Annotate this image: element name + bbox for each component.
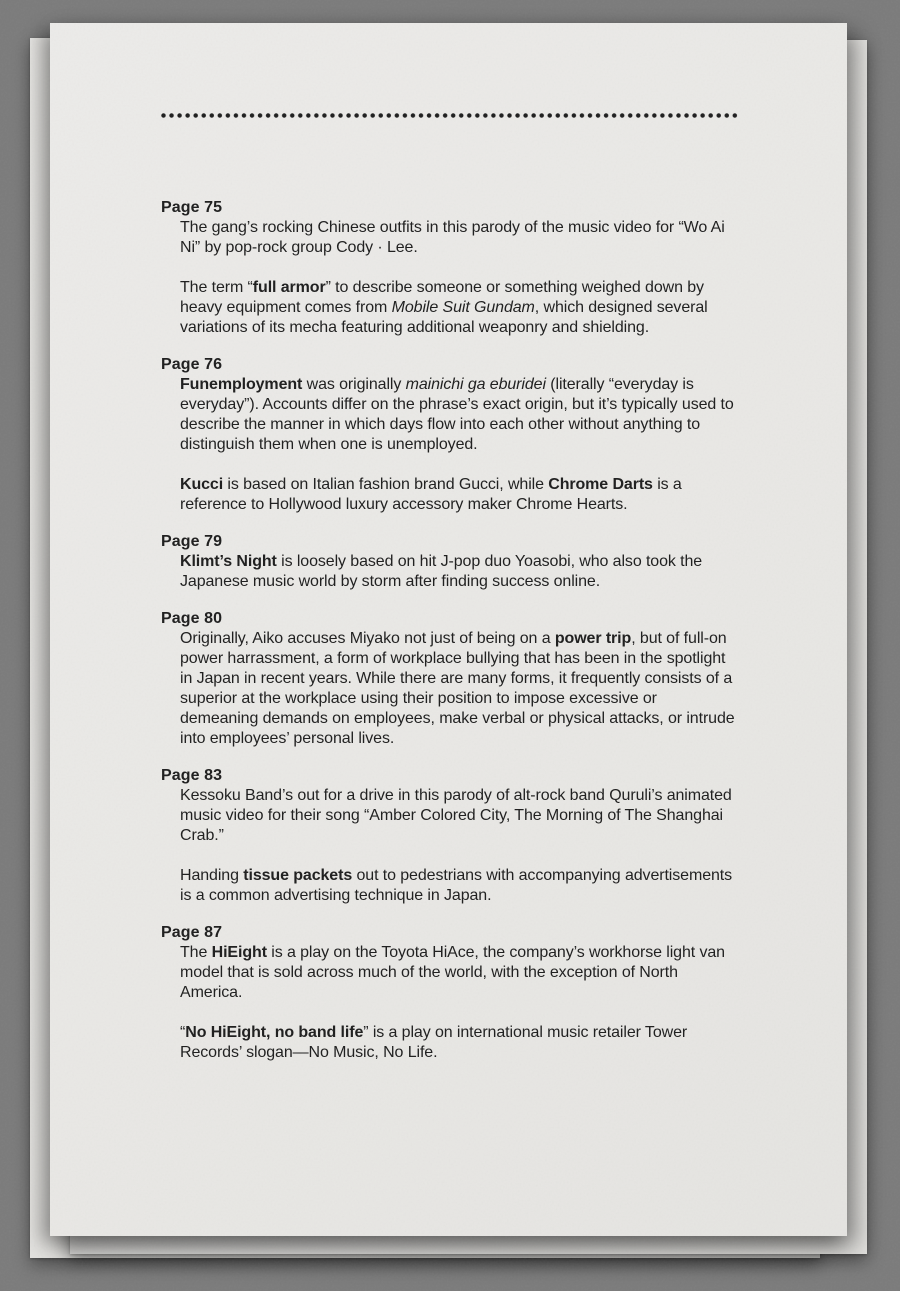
text-run: , which designed several variations of its mecha featuring additional weaponry and shielding. <box>180 299 708 336</box>
text-run: “ <box>180 1024 186 1041</box>
text-run: Chrome Darts <box>548 476 653 493</box>
page-sheet <box>50 23 847 1236</box>
text-run: tissue packets <box>243 867 353 884</box>
section-heading: Page 83 <box>161 767 223 784</box>
section-heading: Page 75 <box>161 199 223 216</box>
text-run: is based on Italian fashion brand Gucci, while <box>223 476 549 493</box>
text-run: out to pedestrians with accompanying advertisements is a common advertising technique in Japan. <box>180 867 733 904</box>
text-run: is a play on the Toyota HiAce, the company’s workhorse light van model that is sold across much of the world, with the exception of North America. <box>180 944 725 1001</box>
text-run: HiEight <box>211 944 267 961</box>
page-section <box>161 609 738 749</box>
text-run: Handing <box>180 867 244 884</box>
note-paragraph <box>180 552 738 592</box>
text-run: Funemployment <box>180 376 303 393</box>
note-paragraph <box>180 1023 738 1063</box>
text-run: is loosely based on hit J-pop duo Yoasobi, who also took the Japanese music world by storm after finding success online. <box>180 553 703 590</box>
note-paragraph <box>180 943 738 1003</box>
text-run: Originally, Aiko accuses Miyako not just of being on a <box>180 630 555 647</box>
section-heading: Page 87 <box>161 924 223 941</box>
text-run: Kessoku Band’s out for a drive in this parody of alt-rock band Quruli’s animated music video for their song “Amber Colored City, The Morning of The Shanghai Crab.” <box>180 787 732 844</box>
page-section <box>161 198 738 338</box>
note-paragraph <box>180 475 738 515</box>
text-run: No HiEight, no band life <box>185 1024 364 1041</box>
note-paragraph <box>180 866 738 906</box>
text-run: The term “ <box>180 279 253 296</box>
text-run: Mobile Suit Gundam <box>391 299 535 316</box>
text-run: ” to describe someone or something weighed down by heavy equipment comes from <box>180 279 704 316</box>
section-heading: Page 80 <box>161 610 223 627</box>
text-run: ” is a play on international music retailer Tower Records’ slogan—No Music, No Life. <box>180 1024 688 1061</box>
section-heading: Page 79 <box>161 533 223 550</box>
text-run: The <box>180 944 212 961</box>
text-run: is a reference to Hollywood luxury accessory maker Chrome Hearts. <box>180 476 682 513</box>
page-section <box>161 355 738 515</box>
note-paragraph <box>180 629 738 749</box>
text-run: was originally <box>302 376 406 393</box>
note-paragraph <box>180 218 738 258</box>
text-run: Klimt’s Night <box>180 553 277 570</box>
page-section <box>161 766 738 906</box>
text-run: The gang’s rocking Chinese outfits in this parody of the music video for “Wo Ai Ni” by pop-rock group Cody · Lee. <box>180 219 725 256</box>
note-paragraph <box>180 278 738 338</box>
note-paragraph <box>180 786 738 846</box>
dotted-divider <box>161 113 738 118</box>
notes-content <box>161 198 738 1063</box>
text-run: full armor <box>252 279 326 296</box>
page-section <box>161 923 738 1063</box>
note-paragraph <box>180 375 738 455</box>
text-run: , but of full-on power harrassment, a form of workplace bullying that has been in the spotlight in Japan in recent years. While there are many forms, it frequently consists of a superior at the workplace using their position to impose excessive or demeaning demands on employees, make verbal or physical attacks, or intrude into employees’ personal lives. <box>180 630 735 747</box>
text-run: mainichi ga eburidei <box>405 376 546 393</box>
section-heading: Page 76 <box>161 356 223 373</box>
text-run: power trip <box>554 630 632 647</box>
text-run: Kucci <box>180 476 224 493</box>
text-run: (literally “everyday is everyday”). Accounts differ on the phrase’s exact origin, but it’s typically used to describe the manner in which days flow into each other without anything to distinguish them when one is unemployed. <box>180 376 734 453</box>
page-section <box>161 532 738 592</box>
